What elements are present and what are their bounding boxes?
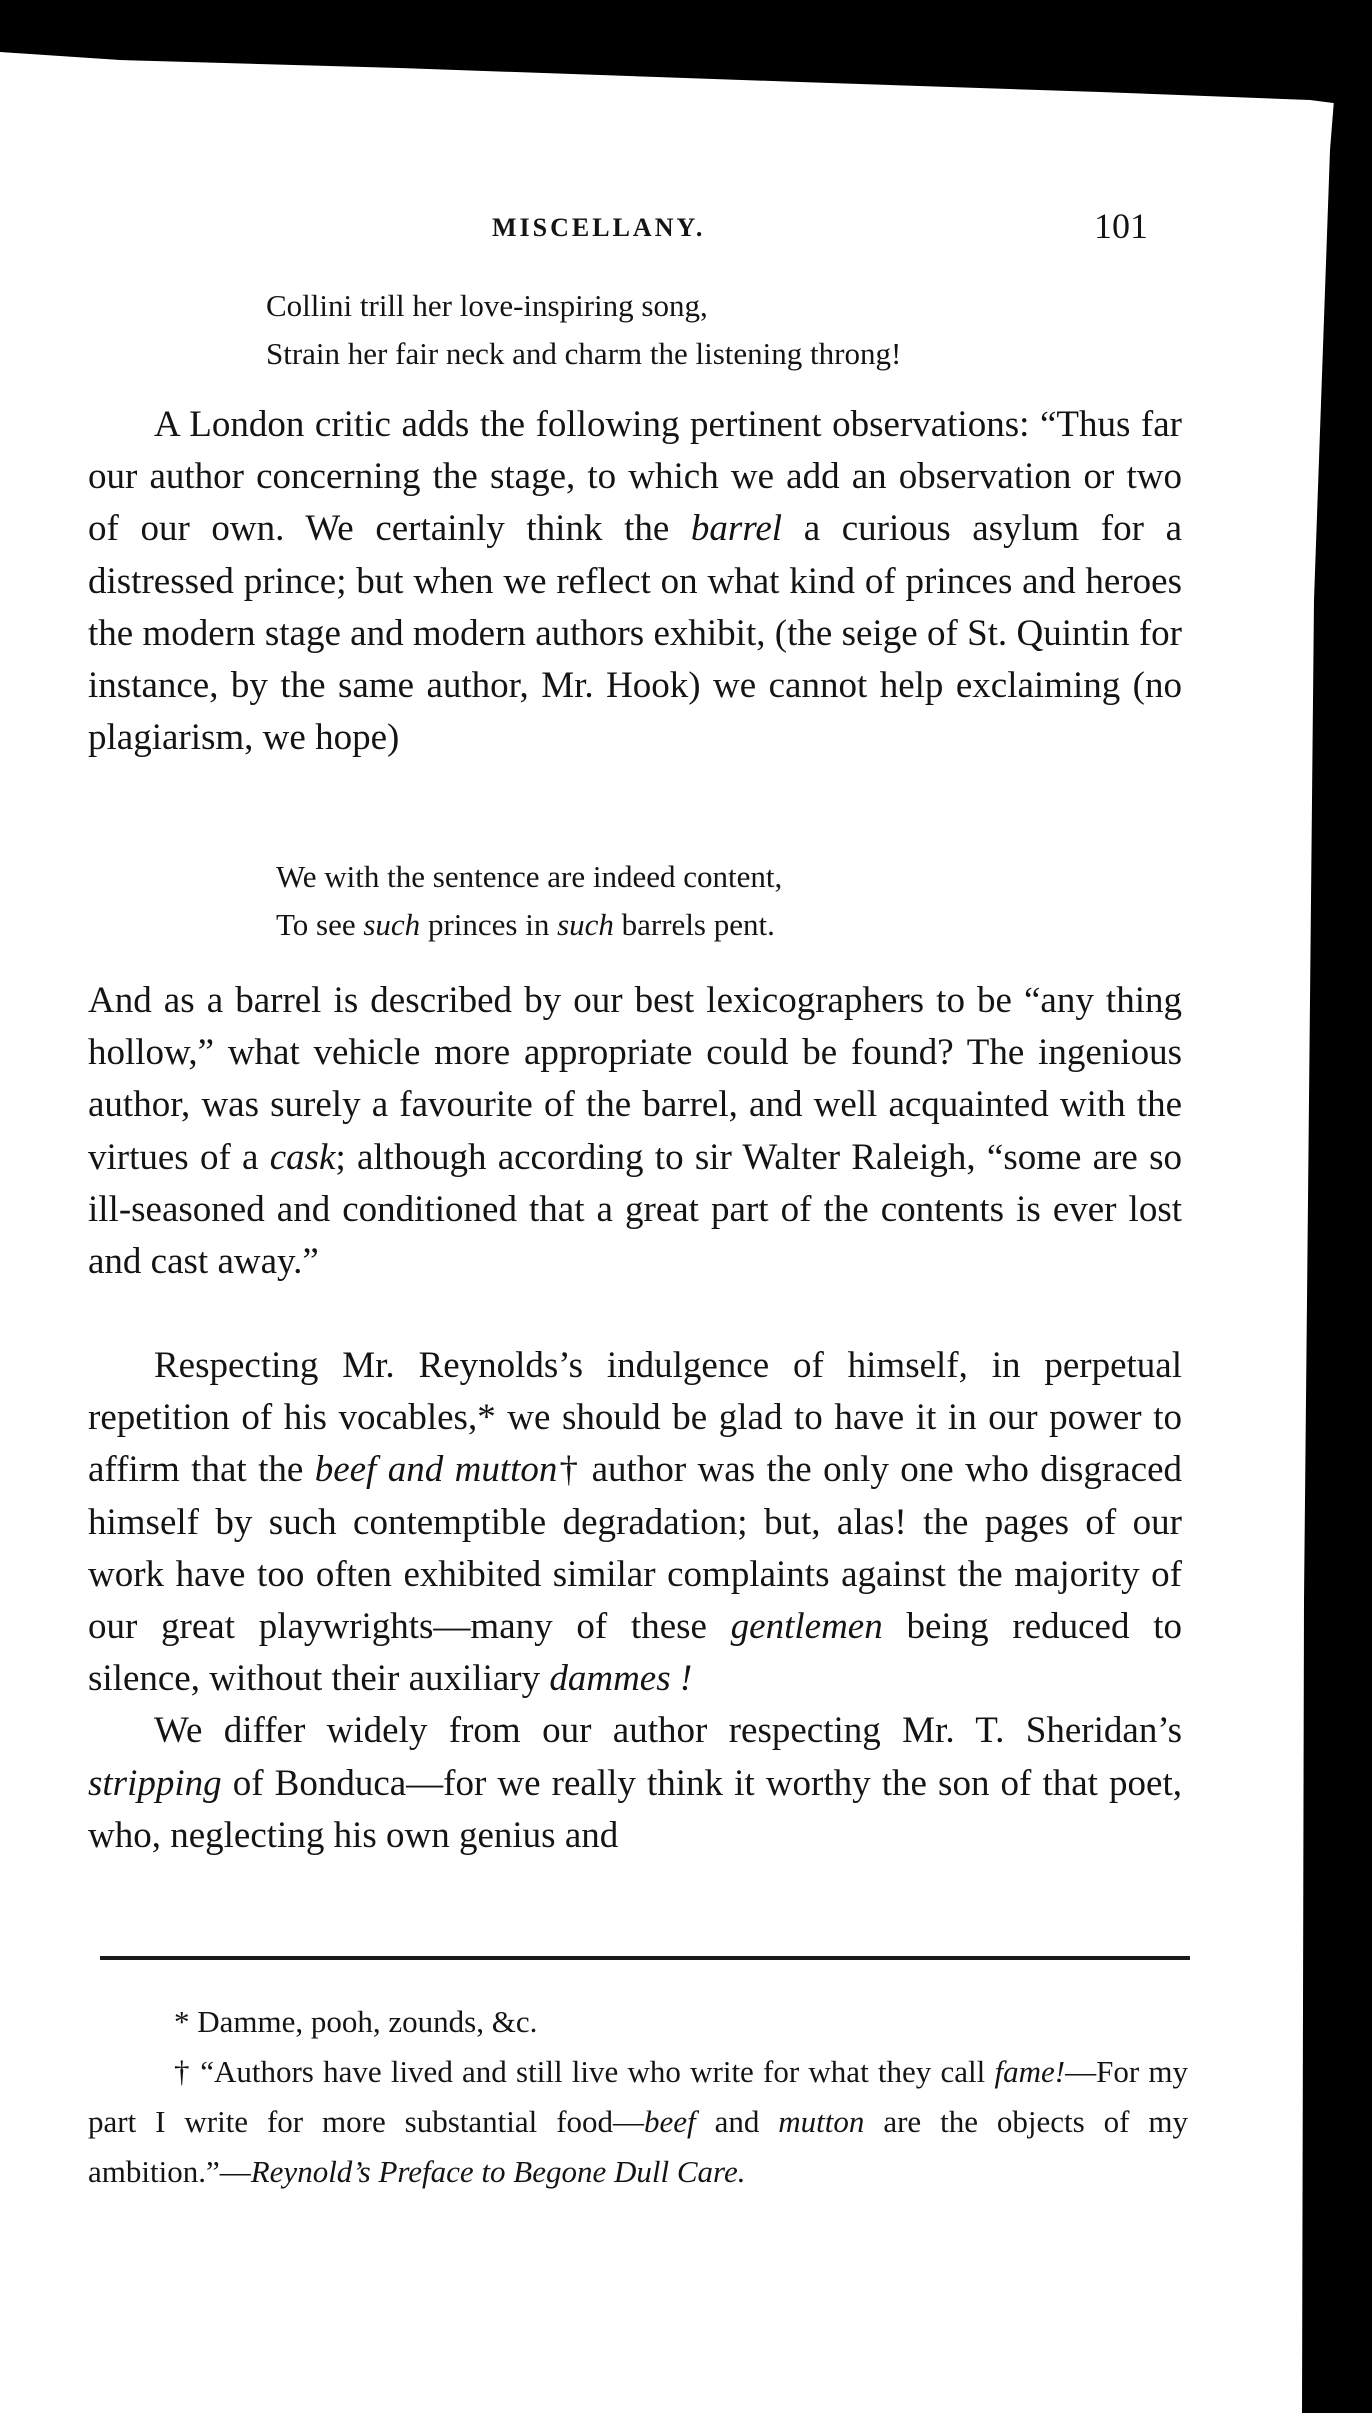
italic-text: gentlemen — [730, 1606, 883, 1648]
text-run: barrels pent. — [613, 907, 775, 942]
verse-line: Strain her fair neck and charm the listening throng! — [266, 336, 902, 371]
text-block-2 — [88, 975, 1182, 1288]
text-run: And as a barrel is described by our best lexicographers to be “any thing hollow,” what vehicle more appropriate could be found? The ingenious author, was surely a favourite of the barrel, and well acquainted with the virtues of a — [88, 980, 1182, 1178]
italic-text: dammes ! — [549, 1658, 693, 1700]
text-block-1 — [88, 399, 1182, 764]
paragraph-barrel — [88, 975, 1182, 1288]
text-run: a curious asylum for a distressed prince; but when we reflect on what kind of princes and heroes the modern stage and modern authors exhibit, (the seige of St. Quintin for instance, by the same author, Mr. Hook) we cannot help exclaiming (no plagiarism, we hope) — [88, 508, 1182, 759]
italic-text: such — [363, 907, 421, 942]
italic-text: cask — [269, 1136, 336, 1178]
paragraph-london-critic — [88, 399, 1182, 764]
verse-line — [276, 901, 782, 949]
verse-line: We with the sentence are indeed content, — [276, 859, 783, 894]
verse-line: Collini trill her love-inspiring song, — [266, 288, 708, 323]
text-run: † “Authors have lived and still live who write for what they call — [174, 2054, 995, 2089]
text-run: A London critic adds the following pertinent observations: “Thus far our author concerning the stage, to which we add an observation or two of our own. We certainly think the — [88, 404, 1182, 550]
italic-text: beef — [644, 2104, 696, 2139]
text-run: To see — [276, 907, 364, 942]
paragraph-reynolds — [88, 1340, 1182, 1705]
text-run: We differ widely from our author respecting Mr. T. Sheridan’s — [154, 1710, 1182, 1752]
page-number: 101 — [1094, 206, 1148, 246]
verse-quotation-1 — [266, 282, 901, 378]
text-run: ; although according to sir Walter Raleigh, “some are so ill-seasoned and conditioned that a great part of the contents is ever lost and cast away.” — [88, 1136, 1182, 1283]
text-run: † author was the only one who disgraced himself by such contemptible degradation; but, alas! the pages of our work have too often exhibited similar complaints against the majority of our great playwrights—many of these — [88, 1449, 1182, 1648]
text-run: princes in — [420, 907, 558, 942]
text-run: Respecting Mr. Reynolds’s indulgence of himself, in perpetual repetition of his vocables,* we should be glad to have it in our power to affirm that the — [88, 1345, 1182, 1491]
text-run: being reduced to silence, without their auxiliary — [88, 1606, 1182, 1700]
footnote-asterisk: * Damme, pooh, zounds, &c. — [174, 2004, 538, 2039]
italic-text: mutton — [778, 2104, 865, 2139]
italic-text: fame! — [994, 2054, 1066, 2089]
verse-quotation-2 — [276, 853, 782, 949]
footnote-dagger — [88, 2047, 1188, 2197]
paragraph-sheridan — [88, 1705, 1182, 1862]
italic-text: stripping — [88, 1762, 222, 1804]
footnotes — [88, 1997, 1188, 2197]
text-block-3 — [88, 1340, 1182, 1862]
running-title: MISCELLANY. — [492, 213, 706, 242]
text-run: —For my part I write for more substantial food— — [88, 2054, 1189, 2139]
text-run: and — [695, 2104, 779, 2139]
text-run: are the objects of my ambition.”— — [88, 2104, 1188, 2189]
italic-text: beef and mutton — [314, 1449, 558, 1491]
text-run: of Bonduca—for we really think it worthy the son of that poet, who, neglecting his own genius and — [88, 1762, 1182, 1856]
running-head — [0, 205, 1372, 253]
italic-text: such — [557, 907, 614, 942]
italic-text: barrel — [690, 508, 783, 550]
italic-text: Reynold’s Preface to Begone Dull Care. — [250, 2154, 746, 2189]
footnote-divider — [100, 1956, 1190, 1960]
